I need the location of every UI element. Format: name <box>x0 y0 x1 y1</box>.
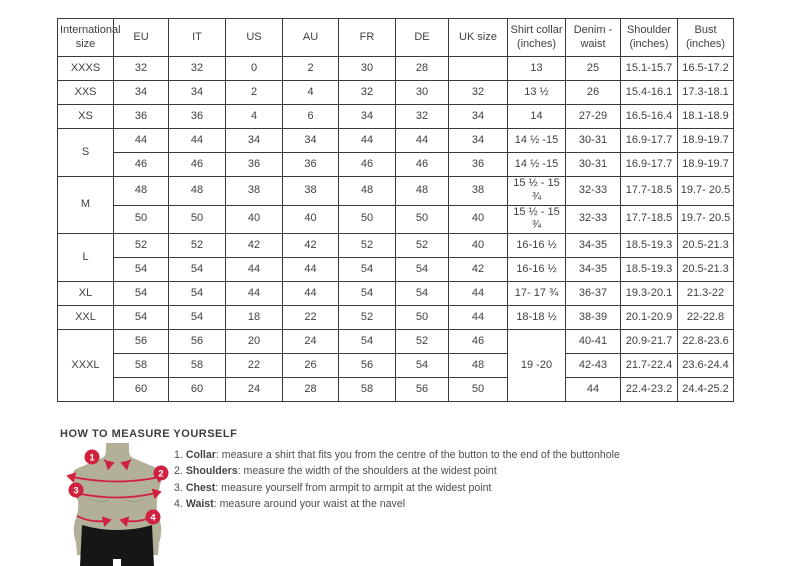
measure-instruction <box>174 496 620 512</box>
table-cell: 34-35 <box>566 258 621 282</box>
size-group-cell: L <box>58 234 114 282</box>
table-cell: 30-31 <box>566 153 621 177</box>
table-cell: 30 <box>396 81 449 105</box>
marker-3 <box>69 483 84 498</box>
table-cell: 32 <box>114 57 169 81</box>
table-cell: 15 ½ - 15 ¾ <box>508 205 566 234</box>
table-row <box>58 330 734 354</box>
table-cell: 24.4-25.2 <box>678 378 734 402</box>
table-cell: 40 <box>449 205 508 234</box>
table-cell: 28 <box>396 57 449 81</box>
measure-instruction <box>174 480 620 496</box>
table-cell: 52 <box>339 306 396 330</box>
table-cell: 42 <box>226 234 283 258</box>
table-cell: 17- 17 ¾ <box>508 282 566 306</box>
table-cell: 48 <box>339 177 396 206</box>
column-header: International size <box>58 19 114 57</box>
table-row <box>58 306 734 330</box>
table-cell: 16.5-17.2 <box>678 57 734 81</box>
column-header: Bust (inches) <box>678 19 734 57</box>
table-cell: 48 <box>396 177 449 206</box>
table-cell: 13 <box>508 57 566 81</box>
table-cell: 42 <box>449 258 508 282</box>
table-cell: 16-16 ½ <box>508 234 566 258</box>
table-row <box>58 129 734 153</box>
table-cell: 36 <box>226 153 283 177</box>
table-cell: 54 <box>169 258 226 282</box>
table-cell: 4 <box>226 105 283 129</box>
table-cell: 58 <box>339 378 396 402</box>
column-header: DE <box>396 19 449 57</box>
size-table-body <box>58 57 734 402</box>
table-cell: 16.5-16.4 <box>621 105 678 129</box>
table-cell: 46 <box>169 153 226 177</box>
table-cell: 44 <box>283 282 339 306</box>
table-cell: 34 <box>226 129 283 153</box>
table-cell: 30-31 <box>566 129 621 153</box>
table-cell: 15 ½ - 15 ¾ <box>508 177 566 206</box>
table-cell: 54 <box>339 258 396 282</box>
table-cell: 24 <box>283 330 339 354</box>
table-cell: 46 <box>449 330 508 354</box>
table-cell: 19.7- 20.5 <box>678 205 734 234</box>
table-cell: 46 <box>114 153 169 177</box>
measure-instruction <box>174 447 620 463</box>
instruction-text: : measure yourself from armpit to armpit at the widest point <box>215 481 492 494</box>
table-cell: 58 <box>169 354 226 378</box>
table-cell: 20.5-21.3 <box>678 234 734 258</box>
table-cell: 34 <box>114 81 169 105</box>
table-row <box>58 258 734 282</box>
table-cell: 60 <box>169 378 226 402</box>
table-cell: 4 <box>283 81 339 105</box>
table-cell: 42 <box>283 234 339 258</box>
table-cell: 54 <box>114 306 169 330</box>
table-cell: 56 <box>339 354 396 378</box>
table-cell: 44 <box>283 258 339 282</box>
collar-merged-cell: 19 -20 <box>508 330 566 402</box>
size-group-cell: XS <box>58 105 114 129</box>
table-cell: 15.1-15.7 <box>621 57 678 81</box>
instruction-text: : measure around your waist at the navel <box>213 498 406 511</box>
table-cell: 6 <box>283 105 339 129</box>
table-cell: 21.7-22.4 <box>621 354 678 378</box>
table-cell: 48 <box>169 177 226 206</box>
table-row <box>58 354 734 378</box>
table-cell: 19.3-20.1 <box>621 282 678 306</box>
table-cell: 56 <box>169 330 226 354</box>
column-header: Shirt collar (inches) <box>508 19 566 57</box>
table-cell: 34 <box>169 81 226 105</box>
table-cell: 21.3-22 <box>678 282 734 306</box>
table-cell: 54 <box>396 282 449 306</box>
table-cell: 46 <box>396 153 449 177</box>
table-cell: 18.9-19.7 <box>678 153 734 177</box>
table-cell: 50 <box>169 205 226 234</box>
table-cell: 18.1-18.9 <box>678 105 734 129</box>
table-cell: 52 <box>114 234 169 258</box>
instruction-label: Shoulders <box>185 465 238 478</box>
table-row <box>58 282 734 306</box>
table-cell: 34 <box>339 105 396 129</box>
table-cell: 0 <box>226 57 283 81</box>
table-row <box>58 234 734 258</box>
table-cell: 54 <box>396 258 449 282</box>
table-cell: 20 <box>226 330 283 354</box>
instruction-number: 1. <box>174 449 183 461</box>
table-cell: 32 <box>396 105 449 129</box>
table-cell: 14 ½ -15 <box>508 129 566 153</box>
table-cell: 22.4-23.2 <box>621 378 678 402</box>
instruction-label: Chest <box>185 481 216 494</box>
table-cell: 44 <box>339 129 396 153</box>
table-cell: 44 <box>226 258 283 282</box>
table-cell: 44 <box>566 378 621 402</box>
table-cell: 15.4-16.1 <box>621 81 678 105</box>
table-cell: 32-33 <box>566 205 621 234</box>
size-group-cell: XXS <box>58 81 114 105</box>
instruction-label: Collar <box>185 449 216 461</box>
instruction-number: 2. <box>174 465 183 478</box>
table-cell: 50 <box>449 378 508 402</box>
table-cell: 40-41 <box>566 330 621 354</box>
size-chart-section <box>57 18 734 402</box>
size-group-cell: S <box>58 129 114 177</box>
table-cell: 18-18 ½ <box>508 306 566 330</box>
table-cell: 18.9-19.7 <box>678 129 734 153</box>
table-cell: 27-29 <box>566 105 621 129</box>
measure-instructions <box>174 447 620 513</box>
table-cell: 36 <box>283 153 339 177</box>
table-cell: 36 <box>449 153 508 177</box>
table-cell: 40 <box>283 205 339 234</box>
table-cell: 36 <box>169 105 226 129</box>
instruction-number: 4. <box>174 498 183 511</box>
table-cell: 32 <box>339 81 396 105</box>
table-cell: 34-35 <box>566 234 621 258</box>
table-cell: 17.7-18.5 <box>621 177 678 206</box>
table-cell: 34 <box>449 105 508 129</box>
svg-text:3: 3 <box>73 485 79 497</box>
table-cell: 18.5-19.3 <box>621 258 678 282</box>
marker-1 <box>85 450 100 465</box>
instruction-number: 3. <box>174 481 183 494</box>
table-cell: 44 <box>396 129 449 153</box>
column-header: FR <box>339 19 396 57</box>
column-header: IT <box>169 19 226 57</box>
table-cell: 26 <box>566 81 621 105</box>
table-row <box>58 105 734 129</box>
table-cell: 24 <box>226 378 283 402</box>
table-cell: 50 <box>114 205 169 234</box>
table-cell: 48 <box>449 354 508 378</box>
table-cell: 48 <box>114 177 169 206</box>
size-group-cell: XL <box>58 282 114 306</box>
table-cell: 52 <box>169 234 226 258</box>
table-cell: 16.9-17.7 <box>621 129 678 153</box>
size-group-cell: XXL <box>58 306 114 330</box>
table-cell: 14 <box>508 105 566 129</box>
table-cell: 42-43 <box>566 354 621 378</box>
table-cell: 20.9-21.7 <box>621 330 678 354</box>
table-cell: 54 <box>396 354 449 378</box>
table-row <box>58 153 734 177</box>
table-cell: 54 <box>169 306 226 330</box>
table-cell: 50 <box>396 205 449 234</box>
table-cell: 44 <box>226 282 283 306</box>
table-cell: 22 <box>283 306 339 330</box>
table-cell: 22-22.8 <box>678 306 734 330</box>
table-cell: 18 <box>226 306 283 330</box>
instruction-label: Waist <box>185 498 214 511</box>
table-cell: 44 <box>169 129 226 153</box>
table-cell: 17.7-18.5 <box>621 205 678 234</box>
table-cell: 58 <box>114 354 169 378</box>
table-row <box>58 378 734 402</box>
table-cell: 16-16 ½ <box>508 258 566 282</box>
table-cell: 60 <box>114 378 169 402</box>
table-cell: 23.6-24.4 <box>678 354 734 378</box>
table-cell: 44 <box>449 282 508 306</box>
table-cell: 17.3-18.1 <box>678 81 734 105</box>
svg-text:1: 1 <box>89 452 95 464</box>
svg-text:2: 2 <box>158 468 164 480</box>
table-cell: 30 <box>339 57 396 81</box>
table-cell: 22 <box>226 354 283 378</box>
measure-section-title: HOW TO MEASURE YOURSELF <box>60 428 238 440</box>
shorts-shape <box>80 525 154 566</box>
table-cell: 44 <box>114 129 169 153</box>
table-row <box>58 205 734 234</box>
table-row <box>58 81 734 105</box>
table-cell: 22.8-23.6 <box>678 330 734 354</box>
size-group-cell: XXXL <box>58 330 114 402</box>
column-header: Shoulder (inches) <box>621 19 678 57</box>
column-header: US <box>226 19 283 57</box>
measure-instruction <box>174 463 620 479</box>
size-group-cell: M <box>58 177 114 234</box>
table-cell: 14 ½ -15 <box>508 153 566 177</box>
table-cell: 50 <box>396 306 449 330</box>
table-cell: 16.9-17.7 <box>621 153 678 177</box>
table-cell: 36 <box>114 105 169 129</box>
instruction-text: : measure a shirt that fits you from the centre of the button to the end of the buttonhole <box>215 449 620 461</box>
table-row <box>58 57 734 81</box>
table-cell: 2 <box>283 57 339 81</box>
table-cell: 54 <box>339 330 396 354</box>
table-cell: 52 <box>396 330 449 354</box>
table-cell: 56 <box>114 330 169 354</box>
marker-2 <box>154 466 169 481</box>
table-cell: 34 <box>449 129 508 153</box>
table-cell: 54 <box>114 282 169 306</box>
size-chart-table <box>57 18 734 402</box>
marker-4 <box>146 510 161 525</box>
table-cell: 36-37 <box>566 282 621 306</box>
table-cell: 40 <box>226 205 283 234</box>
table-cell: 32-33 <box>566 177 621 206</box>
table-cell: 54 <box>114 258 169 282</box>
table-cell: 46 <box>339 153 396 177</box>
table-cell: 18.5-19.3 <box>621 234 678 258</box>
table-cell: 38-39 <box>566 306 621 330</box>
table-cell: 25 <box>566 57 621 81</box>
column-header: Denim - waist <box>566 19 621 57</box>
column-header: AU <box>283 19 339 57</box>
table-row <box>58 177 734 206</box>
column-header: UK size <box>449 19 508 57</box>
size-group-cell: XXXS <box>58 57 114 81</box>
table-cell: 32 <box>169 57 226 81</box>
table-header-row <box>58 19 734 57</box>
table-cell: 52 <box>339 234 396 258</box>
table-cell: 54 <box>339 282 396 306</box>
table-cell: 52 <box>396 234 449 258</box>
table-cell: 34 <box>283 129 339 153</box>
table-cell <box>449 57 508 81</box>
table-cell: 50 <box>339 205 396 234</box>
table-cell: 38 <box>283 177 339 206</box>
table-cell: 2 <box>226 81 283 105</box>
mannequin-illustration <box>59 443 174 566</box>
table-cell: 13 ½ <box>508 81 566 105</box>
table-cell: 54 <box>169 282 226 306</box>
instruction-text: : measure the width of the shoulders at the widest point <box>237 465 497 478</box>
table-cell: 28 <box>283 378 339 402</box>
svg-text:4: 4 <box>150 512 156 524</box>
table-cell: 20.5-21.3 <box>678 258 734 282</box>
table-cell: 44 <box>449 306 508 330</box>
table-cell: 26 <box>283 354 339 378</box>
table-cell: 38 <box>449 177 508 206</box>
column-header: EU <box>114 19 169 57</box>
table-cell: 20.1-20.9 <box>621 306 678 330</box>
table-cell: 19.7- 20.5 <box>678 177 734 206</box>
table-cell: 40 <box>449 234 508 258</box>
table-cell: 38 <box>226 177 283 206</box>
table-cell: 32 <box>449 81 508 105</box>
table-cell: 56 <box>396 378 449 402</box>
